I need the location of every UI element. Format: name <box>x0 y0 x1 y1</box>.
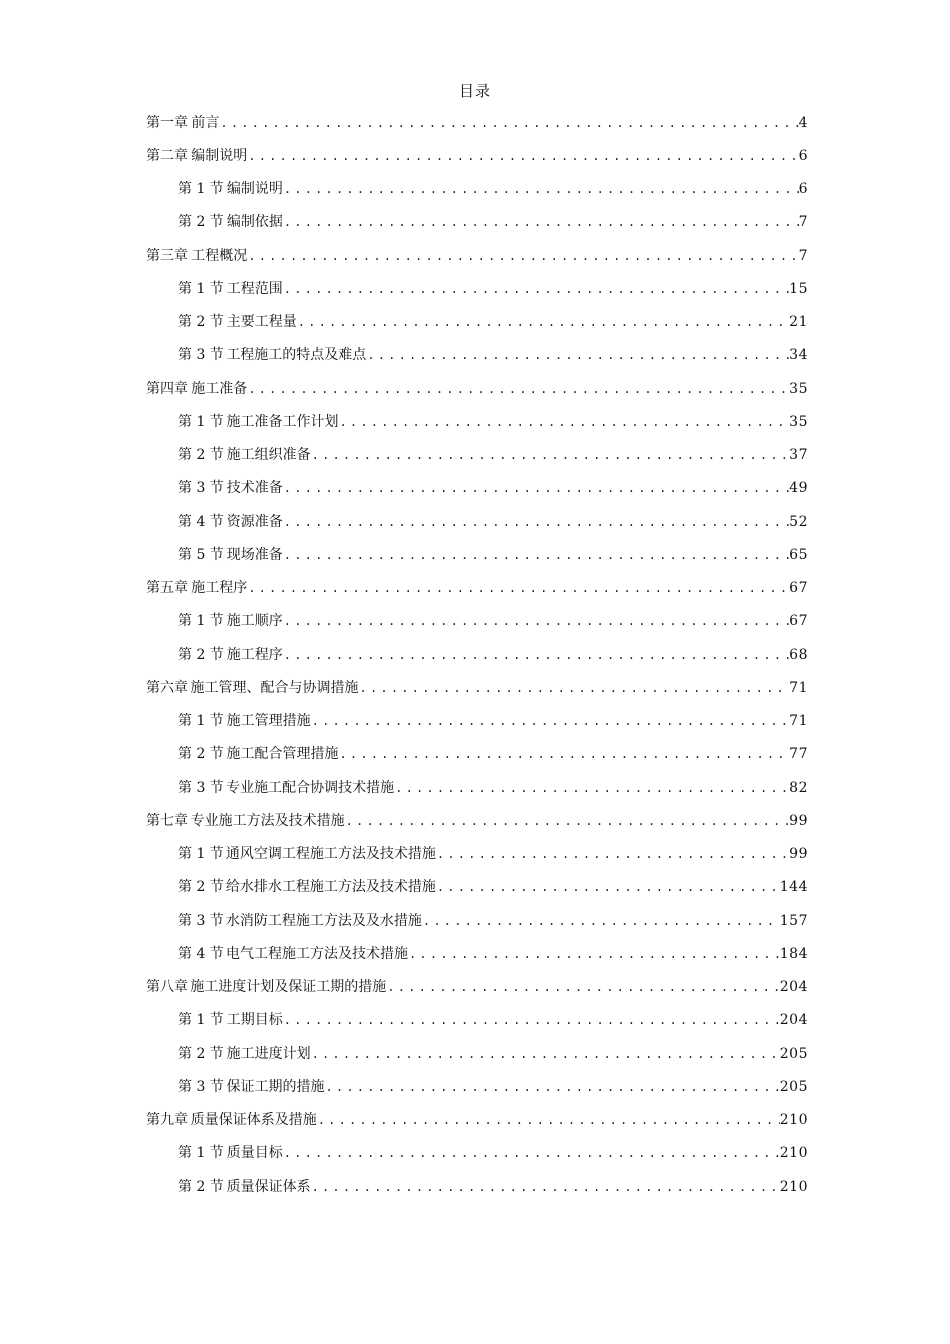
toc-entry-section[interactable] <box>146 838 808 871</box>
toc-entry-number: 第 1 节 <box>178 846 224 863</box>
toc-dot-leader <box>311 711 790 731</box>
toc-entry-page: 82 <box>789 779 808 796</box>
toc-entry-number: 第 3 节 <box>178 1078 224 1095</box>
toc-entry-title: 施工准备工作计划 <box>226 413 339 430</box>
toc-dot-leader <box>283 645 789 665</box>
toc-entry-section[interactable] <box>146 306 808 339</box>
toc-entry-section[interactable] <box>146 1170 808 1203</box>
toc-entry-number: 第 4 节 <box>178 513 224 530</box>
toc-dot-leader <box>325 1077 780 1097</box>
toc-entry-number: 第 1 节 <box>178 280 224 297</box>
toc-dot-leader <box>311 1044 780 1064</box>
toc-entry-chapter[interactable] <box>146 572 808 605</box>
toc-entry-section[interactable] <box>146 439 808 472</box>
toc-dot-leader <box>345 811 790 831</box>
toc-entry-title: 专业施工配合协调技术措施 <box>226 779 395 796</box>
toc-entry-page: 6 <box>798 181 808 198</box>
toc-entry-page: 144 <box>779 879 808 896</box>
toc-entry-section[interactable] <box>146 1004 808 1037</box>
toc-dot-leader <box>283 1143 780 1163</box>
toc-entry-page: 157 <box>779 912 808 929</box>
toc-entry-title: 工程概况 <box>191 247 248 264</box>
toc-entry-title: 质量保证体系及措施 <box>190 1112 317 1129</box>
toc-entry-chapter[interactable] <box>146 139 808 172</box>
toc-entry-number: 第 2 节 <box>178 314 224 331</box>
toc-dot-leader <box>338 744 789 764</box>
toc-entry-page: 15 <box>789 280 808 297</box>
toc-entry-number: 第 2 节 <box>178 746 224 763</box>
toc-entry-chapter[interactable] <box>146 971 808 1004</box>
toc-entry-title: 质量目标 <box>226 1145 283 1162</box>
toc-entry-number: 第 4 节 <box>178 945 224 962</box>
toc-entry-page: 204 <box>779 1012 808 1029</box>
toc-entry-number: 第 5 节 <box>178 546 224 563</box>
toc-entry-section[interactable] <box>146 505 808 538</box>
toc-entry-page: 210 <box>779 1145 808 1162</box>
toc-dot-leader <box>386 977 779 997</box>
toc-entry-section[interactable] <box>146 638 808 671</box>
toc-entry-title: 施工程序 <box>226 646 283 663</box>
toc-entry-page: 65 <box>789 546 808 563</box>
toc-entry-number: 第 3 节 <box>178 912 224 929</box>
toc-dot-leader <box>283 545 789 565</box>
toc-entry-title: 现场准备 <box>226 546 283 563</box>
toc-dot-leader <box>283 1010 780 1030</box>
toc-dot-leader <box>338 412 789 432</box>
toc-dot-leader <box>283 179 799 199</box>
toc-entry-title: 施工管理、配合与协调措施 <box>190 679 359 696</box>
toc-entry-title: 给水排水工程施工方法及技术措施 <box>225 879 436 896</box>
toc-entry-number: 第 3 节 <box>178 480 224 497</box>
toc-entry-page: 21 <box>789 314 808 331</box>
toc-entry-section[interactable] <box>146 1137 808 1170</box>
toc-entry-number: 第 3 节 <box>178 779 224 796</box>
toc-entry-page: 35 <box>789 380 808 397</box>
toc-entry-section[interactable] <box>146 173 808 206</box>
toc-entry-title: 施工程序 <box>191 580 248 597</box>
toc-entry-number: 第六章 <box>146 679 188 696</box>
toc-dot-leader <box>436 877 780 897</box>
toc-entry-number: 第 1 节 <box>178 1145 224 1162</box>
toc-entry-title: 施工进度计划 <box>226 1045 311 1062</box>
toc-entry-title: 质量保证体系 <box>226 1178 311 1195</box>
toc-entry-page: 7 <box>798 214 808 231</box>
toc-entry-page: 210 <box>779 1112 808 1129</box>
toc-entry-title: 编制说明 <box>226 181 283 198</box>
toc-entry-title: 施工配合管理措施 <box>226 746 339 763</box>
toc-entry-page: 49 <box>789 480 808 497</box>
toc-entry-number: 第二章 <box>146 147 188 164</box>
toc-entry-number: 第五章 <box>146 580 188 597</box>
toc-dot-leader <box>283 478 789 498</box>
toc-entry-number: 第 2 节 <box>178 447 224 464</box>
toc-entry-section[interactable] <box>146 705 808 738</box>
toc-title: 目录 <box>458 82 491 100</box>
toc-entry-section[interactable] <box>146 904 808 937</box>
toc-entry-page: 7 <box>798 247 808 264</box>
toc-entry-number: 第一章 <box>146 114 188 131</box>
toc-dot-leader <box>394 778 789 798</box>
toc-entry-section[interactable] <box>146 871 808 904</box>
toc-entry-section[interactable] <box>146 405 808 438</box>
toc-entry-page: 71 <box>789 679 808 696</box>
toc-entry-page: 6 <box>798 147 808 164</box>
toc-entry-section[interactable] <box>146 472 808 505</box>
toc-entry-number: 第 2 节 <box>178 214 224 231</box>
toc-entry-chapter[interactable] <box>146 1104 808 1137</box>
toc-entry-page: 67 <box>789 613 808 630</box>
toc-entry-page: 68 <box>789 646 808 663</box>
toc-dot-leader <box>436 844 789 864</box>
toc-dot-leader <box>283 279 789 299</box>
toc-entry-chapter[interactable] <box>146 804 808 837</box>
toc-entry-number: 第七章 <box>146 812 188 829</box>
toc-dot-leader <box>283 512 789 532</box>
toc-entry-title: 工程范围 <box>226 280 283 297</box>
toc-entry-section[interactable] <box>146 206 808 239</box>
toc-entry-number: 第 1 节 <box>178 181 224 198</box>
toc-entry-title: 工期目标 <box>226 1012 283 1029</box>
toc-entry-title: 主要工程量 <box>226 314 297 331</box>
toc-entry-section[interactable] <box>146 771 808 804</box>
toc-entry-chapter[interactable] <box>146 372 808 405</box>
toc-dot-leader <box>247 578 789 598</box>
toc-entry-number: 第 3 节 <box>178 347 224 364</box>
toc-entry-chapter[interactable] <box>146 671 808 704</box>
toc-entry-section[interactable] <box>146 738 808 771</box>
toc-entry-title: 电气工程施工方法及技术措施 <box>226 945 408 962</box>
toc-entry-page: 67 <box>789 580 808 597</box>
toc-entry-title: 资源准备 <box>226 513 283 530</box>
toc-dot-leader <box>311 1177 780 1197</box>
toc-entry-chapter[interactable] <box>146 239 808 272</box>
toc-entry-page: 77 <box>789 746 808 763</box>
toc-dot-leader <box>317 1110 780 1130</box>
toc-entry-page: 37 <box>789 447 808 464</box>
toc-dot-leader <box>247 379 789 399</box>
toc-entry-title: 技术准备 <box>226 480 283 497</box>
toc-dot-leader <box>366 345 789 365</box>
toc-entry-title: 保证工期的措施 <box>226 1078 325 1095</box>
toc-entry-number: 第 1 节 <box>178 613 224 630</box>
toc-entry-number: 第 2 节 <box>178 1178 224 1195</box>
toc-entry-section[interactable] <box>146 339 808 372</box>
toc-entry-page: 71 <box>789 713 808 730</box>
toc-entry-number: 第九章 <box>146 1112 188 1129</box>
toc-dot-leader <box>408 944 780 964</box>
toc-dot-leader <box>359 678 790 698</box>
toc-entry-page: 204 <box>779 979 808 996</box>
toc-dot-leader <box>283 212 799 232</box>
toc-entry-title: 施工顺序 <box>226 613 283 630</box>
toc-entry-number: 第 1 节 <box>178 713 224 730</box>
toc-entry-number: 第四章 <box>146 380 188 397</box>
toc-entry-page: 184 <box>779 945 808 962</box>
toc-entry-section[interactable] <box>146 272 808 305</box>
toc-entry-number: 第 1 节 <box>178 1012 224 1029</box>
toc-entry-section[interactable] <box>146 605 808 638</box>
toc-entry-title: 专业施工方法及技术措施 <box>190 812 345 829</box>
toc-entry-page: 52 <box>789 513 808 530</box>
toc-entry-title: 前言 <box>191 114 220 131</box>
toc-dot-leader <box>283 611 789 631</box>
toc-entry-number: 第 2 节 <box>178 879 224 896</box>
toc-entry-page: 205 <box>779 1045 808 1062</box>
toc-entry-page: 99 <box>789 846 808 863</box>
toc-entry-section[interactable] <box>146 1070 808 1103</box>
toc-entry-title: 编制说明 <box>191 147 248 164</box>
toc-dot-leader <box>422 911 780 931</box>
toc-entry-page: 205 <box>779 1078 808 1095</box>
toc-dot-leader <box>247 246 798 266</box>
toc-entry-title: 施工组织准备 <box>226 447 311 464</box>
toc-entry-section[interactable] <box>146 1037 808 1070</box>
toc-entry-page: 210 <box>779 1178 808 1195</box>
toc-dot-leader <box>297 312 789 332</box>
toc-entry-title: 施工管理措施 <box>226 713 311 730</box>
toc-entry-number: 第 1 节 <box>178 413 224 430</box>
toc-entry-title: 编制依据 <box>226 214 283 231</box>
toc-entry-page: 99 <box>789 812 808 829</box>
toc-dot-leader <box>247 146 798 166</box>
toc-entry-page: 35 <box>789 413 808 430</box>
toc-entry-number: 第 2 节 <box>178 646 224 663</box>
toc-entry-section[interactable] <box>146 937 808 970</box>
toc-dot-leader <box>219 113 798 133</box>
toc-entry-title: 施工进度计划及保证工期的措施 <box>190 979 387 996</box>
toc-list <box>146 106 808 1203</box>
toc-entry-chapter[interactable] <box>146 106 808 139</box>
toc-entry-section[interactable] <box>146 538 808 571</box>
toc-entry-title: 通风空调工程施工方法及技术措施 <box>225 846 436 863</box>
toc-entry-title: 施工准备 <box>191 380 248 397</box>
toc-entry-page: 4 <box>798 114 808 131</box>
toc-entry-title: 工程施工的特点及难点 <box>226 347 367 364</box>
toc-entry-title: 水消防工程施工方法及及水措施 <box>225 912 422 929</box>
toc-entry-number: 第三章 <box>146 247 188 264</box>
toc-entry-page: 34 <box>789 347 808 364</box>
toc-entry-number: 第 2 节 <box>178 1045 224 1062</box>
toc-entry-number: 第八章 <box>146 979 188 996</box>
toc-dot-leader <box>311 445 790 465</box>
